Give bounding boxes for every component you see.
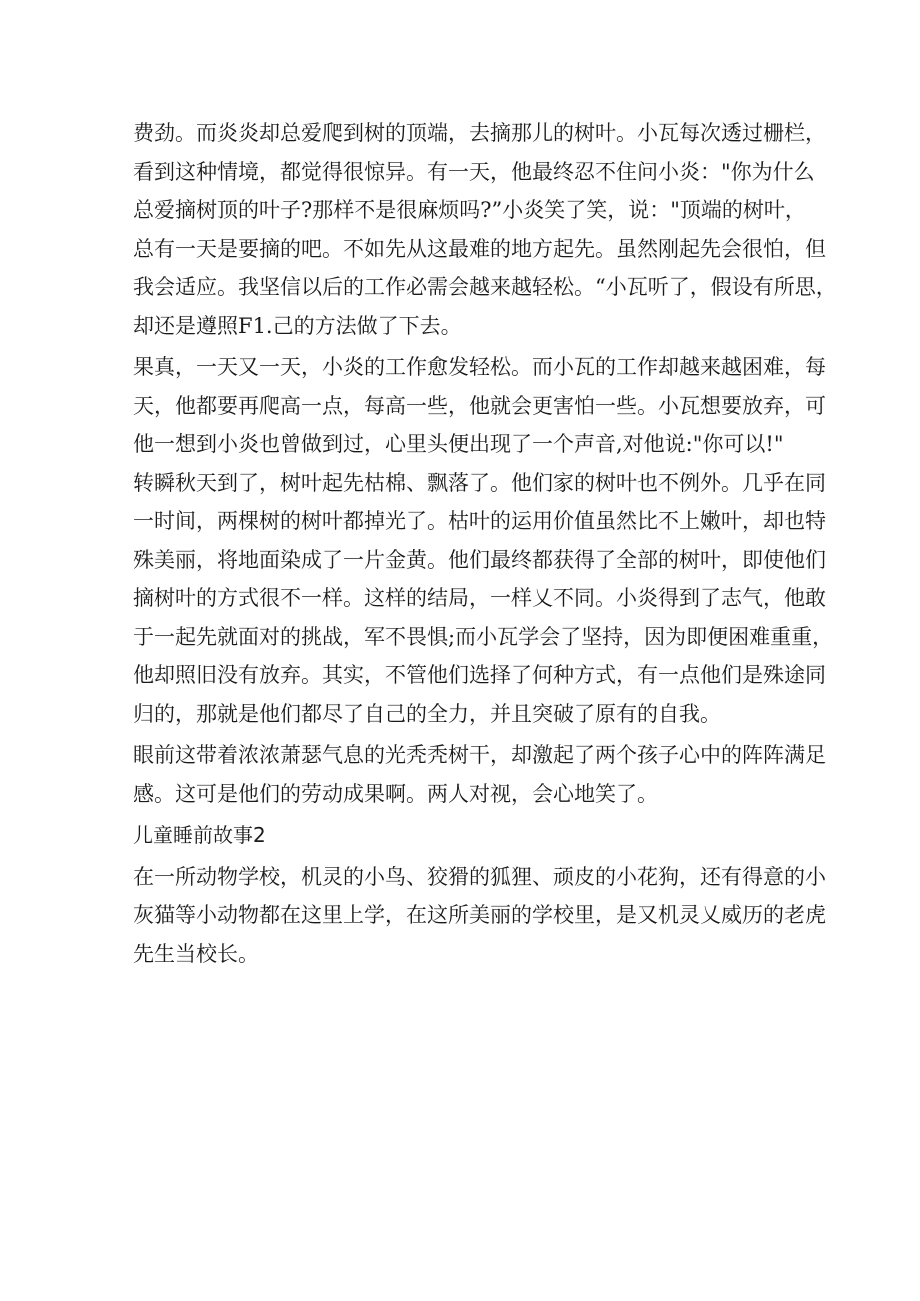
text-line: 转瞬秋天到了，树叶起先枯棉、飘落了。他们家的树叶也不例外。几乎在同 <box>133 470 826 495</box>
paragraph-2 <box>133 348 826 464</box>
text-line: 他却照旧没有放弃。其实，不管他们选择了何种方式，有一点他们是殊途同 <box>133 663 826 687</box>
text-line: 我会适应。我坚信以后的工作必需会越来越轻松。“小瓦听了，假设有所思， <box>133 275 837 299</box>
text-line: 一时间，两棵树的树叶都掉光了。枯叶的运用价值虽然比不上嫩叶，却也特 <box>133 509 826 533</box>
text-line: 于一起先就面对的挑战，军不畏惧;而小瓦学会了坚持，因为即便困难重重， <box>133 624 834 649</box>
text-line: 归的，那就是他们都尽了自己的全力，并且突破了原有的自我。 <box>133 701 721 726</box>
text-line: 眼前这带着浓浓萧瑟气息的光秃秃树干，却激起了两个孩子心中的阵阵满足 <box>133 743 826 767</box>
text-line: 先生当校长。 <box>133 941 259 966</box>
text-line: 灰猫等小动物都在这里上学，在这所美丽的学校里，是又机灵乂威历的老虎 <box>133 903 826 927</box>
text-line: 看到这种情境，都觉得很惊异。有一天，他最终忍不住问小炎："你为什么 <box>133 159 815 184</box>
paragraph-3 <box>133 464 834 734</box>
story-heading: 儿童睡前故事2 <box>133 823 266 847</box>
text-line: 摘树叶的方式很不一样。这样的结局，一样乂不同。小炎得到了志气，他敢 <box>133 586 826 610</box>
paragraph-1 <box>133 114 837 345</box>
text-line: 感。这可是他们的劳动成果啊。两人对视，会心地笑了。 <box>133 781 658 806</box>
text-line: 他一想到小炎也曾做到过，心里头便出现了一个声音,对他说:"你可以!" <box>133 432 784 456</box>
text-line: 费劲。而炎炎却总爱爬到树的顶端，去摘那儿的树叶。小瓦每次透过栅栏， <box>133 121 826 145</box>
document-body <box>133 114 837 973</box>
text-line: 在一所动物学校，机灵的小鸟、狡猾的狐狸、顽皮的小花狗，还有得意的小 <box>133 864 826 889</box>
paragraph-5 <box>133 858 826 974</box>
text-line: 天，他都要再爬高一点，每高一些，他就会更害怕一些。小瓦想要放弃，可 <box>133 393 826 418</box>
text-line: 总有一天是要摘的吧。不如先从这最难的地方起先。虽然刚起先会很怕，但 <box>133 236 826 261</box>
text-line: 殊美丽，将地面染成了一片金黄。他们最终都获得了全部的树叶，即使他们 <box>133 547 826 572</box>
text-line: 果真，一天又一天，小炎的工作愈发轻松。而小瓦的工作却越来越困难，每 <box>133 355 826 379</box>
text-line: 却还是遵照F1.己的方法做了下去。 <box>133 313 462 338</box>
text-line: 总爱摘树顶的叶子?那样不是很麻烦吗?”小炎笑了笑，说："顶端的树叶， <box>133 198 806 222</box>
paragraph-4 <box>133 736 826 813</box>
